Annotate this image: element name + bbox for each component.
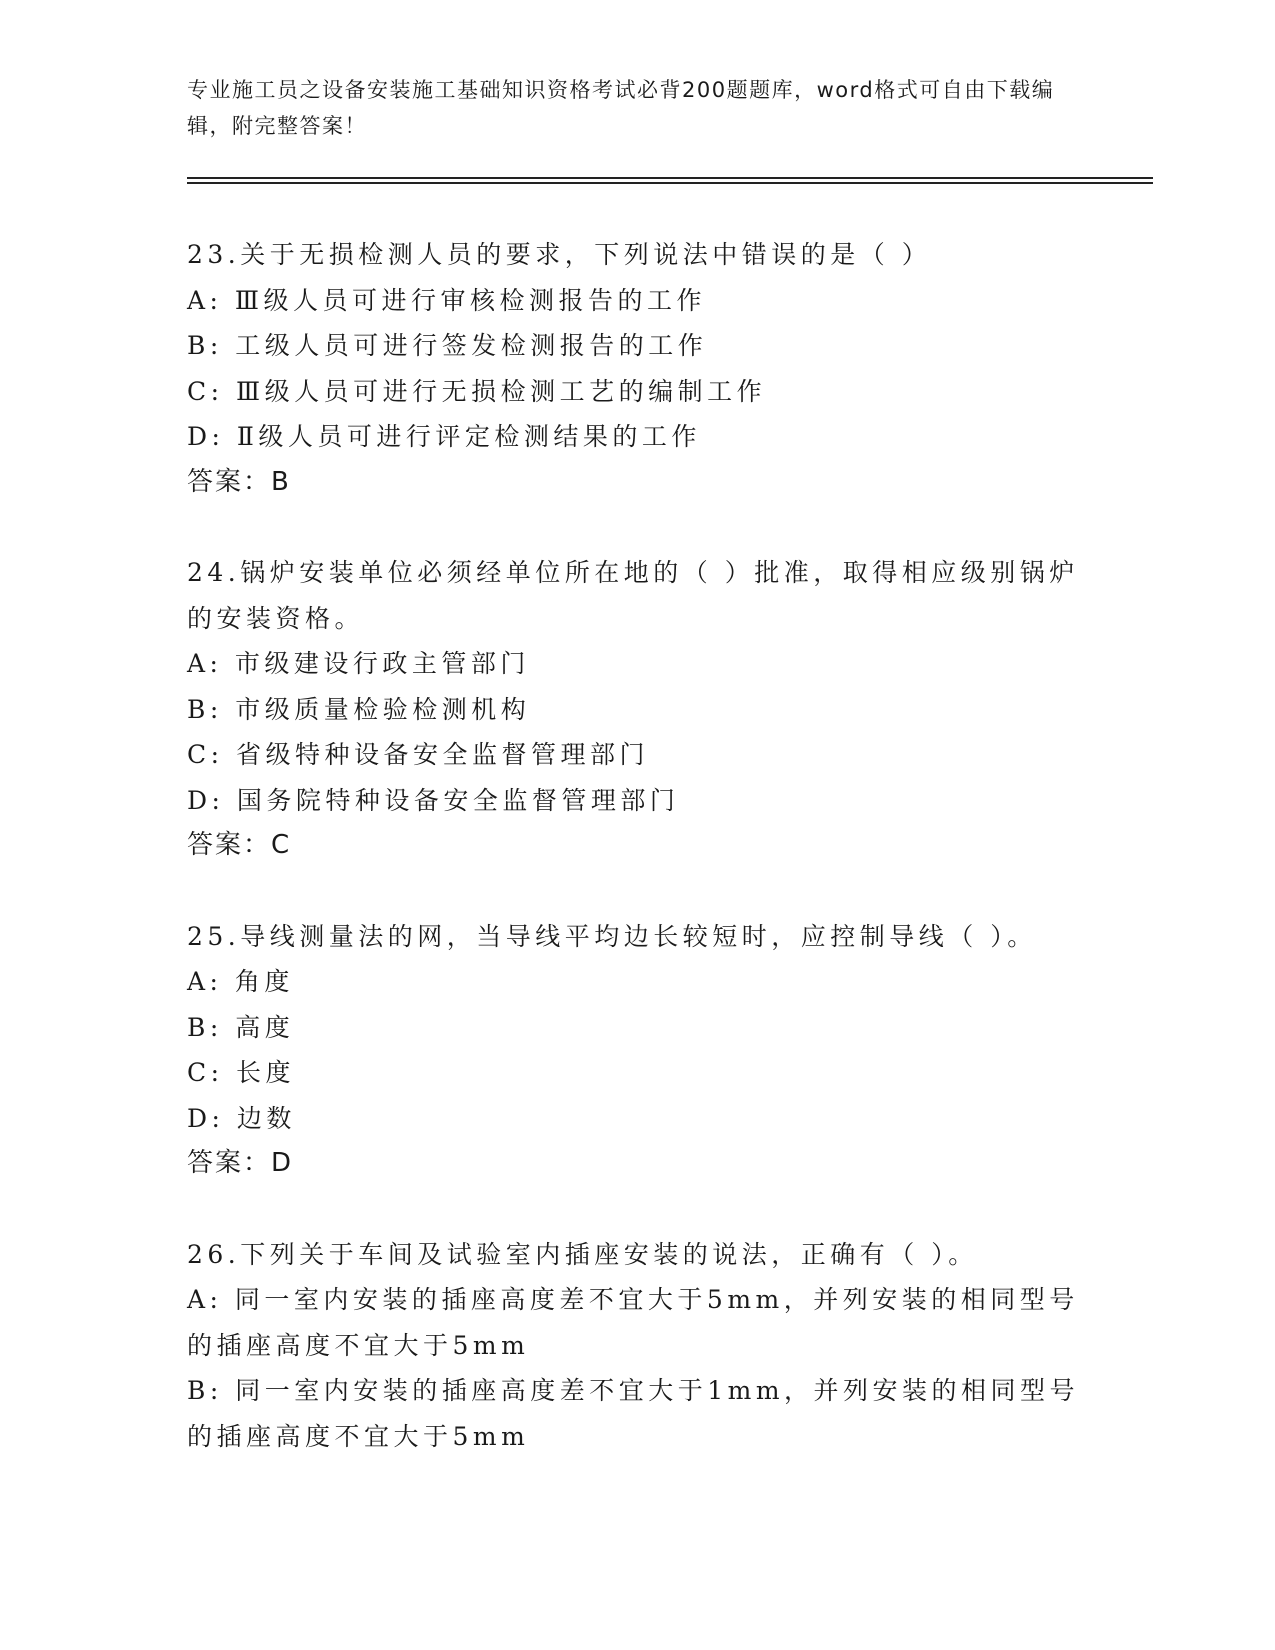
option-b: B: 高度 [187, 1012, 295, 1042]
option-b: B: 同一室内安装的插座高度差不宜大于1mm，并列安装的相同型号的插座高度不宜大于5mm [187, 1376, 1080, 1451]
option-d: D: 国务院特种设备安全监督管理部门 [187, 785, 680, 815]
header-divider-top [187, 177, 1153, 179]
option-b: B: 市级质量检验检测机构 [187, 694, 531, 724]
question-25 [187, 914, 1087, 1187]
answer-label: 答案：C [187, 830, 292, 860]
question-23 [187, 232, 1087, 505]
header-divider-bottom [187, 182, 1153, 184]
question-stem: 23.关于无损检测人员的要求，下列说法中错误的是（ ） [187, 240, 932, 269]
question-stem: 26.下列关于车间及试验室内插座安装的说法，正确有（ ）。 [187, 1239, 978, 1269]
question-stem: 24.锅炉安装单位必须经单位所在地的（ ）批准，取得相应级别锅炉的安装资格。 [187, 558, 1079, 633]
answer-label: 答案：B [187, 466, 291, 497]
option-a: A: 角度 [187, 967, 294, 996]
question-26 [187, 1232, 1087, 1460]
option-c: C: 省级特种设备安全监督管理部门 [187, 740, 649, 769]
answer-label: 答案：D [187, 1148, 294, 1178]
option-d: D: 边数 [187, 1103, 296, 1133]
option-a: A: 同一室内安装的插座高度差不宜大于5mm，并列安装的相同型号的插座高度不宜大于5mm [187, 1285, 1079, 1360]
option-a: A: 市级建设行政主管部门 [187, 649, 530, 678]
option-d: D: Ⅱ级人员可进行评定检测结果的工作 [187, 422, 701, 451]
question-stem: 25.导线测量法的网，当导线平均边长较短时，应控制导线（ ）。 [187, 921, 1037, 951]
option-c: C: Ⅲ级人员可进行无损检测工艺的编制工作 [187, 376, 767, 406]
option-b: B: 工级人员可进行签发检测报告的工作 [187, 331, 708, 360]
document-header: 专业施工员之设备安装施工基础知识资格考试必背200题题库，word格式可自由下载编辑，附完整答案！ [187, 78, 1055, 138]
option-c: C: 长度 [187, 1058, 295, 1087]
question-list [187, 232, 1087, 1504]
option-a: A: Ⅲ级人员可进行审核检测报告的工作 [187, 285, 707, 315]
question-24 [187, 550, 1087, 869]
